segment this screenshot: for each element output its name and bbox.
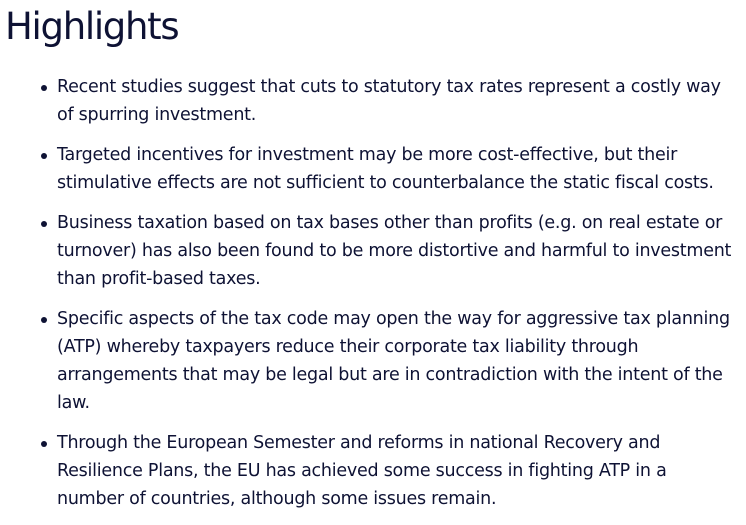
- highlight-text: Through the European Semester and reforms in national Recovery and Resilience Plans, the EU has achieved some success in fighting ATP in a number of countries, although some issues remain.: [57, 433, 667, 509]
- highlight-item: [0, 429, 740, 513]
- highlight-text: Targeted incentives for investment may be more cost-effective, but their stimulative effects are not sufficient to counterbalance the static fiscal costs.: [57, 145, 714, 193]
- highlights-list: [0, 73, 740, 525]
- bullet-icon: [41, 153, 47, 159]
- highlight-item: [0, 73, 740, 129]
- bullet-icon: [41, 317, 47, 323]
- highlight-text: Specific aspects of the tax code may open the way for aggressive tax planning (ATP) whereby taxpayers reduce their corporate tax liability through arrangements that may be legal but are in contradiction with the intent of the law.: [57, 309, 730, 413]
- highlight-item: [0, 141, 740, 197]
- highlight-item: [0, 305, 740, 417]
- bullet-icon: [41, 221, 47, 227]
- highlight-text: Recent studies suggest that cuts to statutory tax rates represent a costly way of spurring investment.: [57, 77, 721, 125]
- page-title: Highlights: [5, 5, 179, 48]
- bullet-icon: [41, 441, 47, 447]
- highlight-text: Business taxation based on tax bases other than profits (e.g. on real estate or turnover) has also been found to be more distortive and harmful to investment than profit-based taxes.: [57, 213, 732, 289]
- highlight-item: [0, 209, 740, 293]
- bullet-icon: [41, 85, 47, 91]
